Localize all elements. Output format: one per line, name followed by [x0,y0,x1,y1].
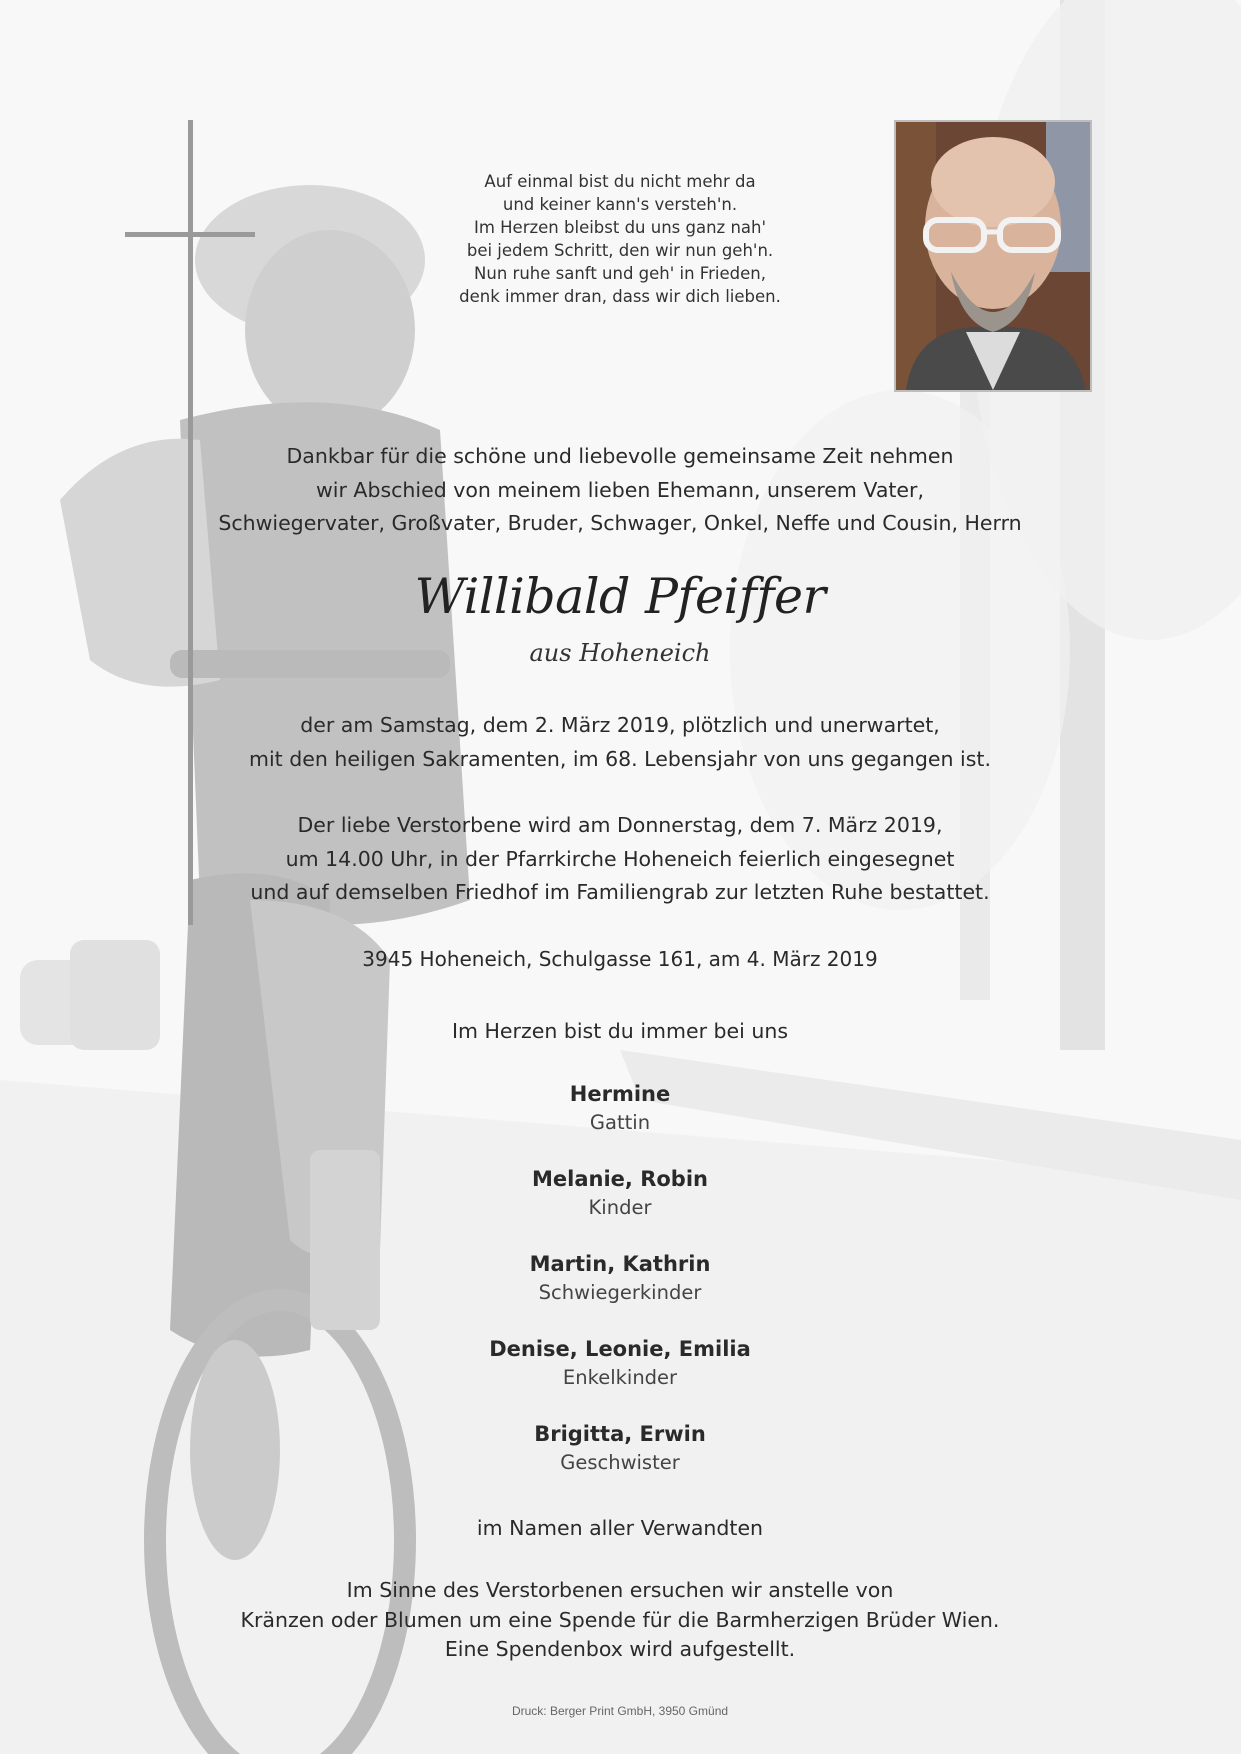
family-member [160,1080,1080,1165]
family-member [160,1420,1080,1505]
funeral-line: um 14.00 Uhr, in der Pfarrkirche Hoheneich feierlich eingesegnet [285,846,955,871]
address-date: 3945 Hoheneich, Schulgasse 161, am 4. März 2019 [362,947,878,971]
donation-request [160,1576,1080,1665]
deceased-name: Willibald Pfeiffer [414,568,826,625]
deceased-origin: aus Hoheneich [529,639,711,667]
family-member-role: Gattin [589,1111,651,1134]
poem-line: bei jedem Schritt, den wir nun geh'n. [466,241,774,260]
family-member-names: Melanie, Robin [532,1167,708,1191]
family-member-role: Kinder [588,1196,652,1219]
funeral-line: Der liebe Verstorbene wird am Donnerstag, dem 7. März 2019, [297,813,943,837]
poem-line: Auf einmal bist du nicht mehr da [484,172,756,191]
closing-line: im Namen aller Verwandten [476,1516,764,1540]
poem-line: und keiner kann's versteh'n. [502,195,738,214]
family-member-role: Schwiegerkinder [538,1281,702,1304]
intro-line: Dankbar für die schöne und liebevolle gemeinsame Zeit nehmen [286,444,954,468]
family-member [160,1165,1080,1250]
poem-line: Nun ruhe sanft und geh' in Frieden, [474,264,766,283]
family-member [160,1335,1080,1420]
printer-credit: Druck: Berger Print GmbH, 3950 Gmünd [511,1704,729,1718]
heart-line: Im Herzen bist du immer bei uns [451,1019,789,1043]
family-member-names: Denise, Leonie, Emilia [489,1337,751,1361]
family-member-names: Martin, Kathrin [529,1252,711,1276]
funeral-line: und auf demselben Friedhof im Familiengrab zur letzten Ruhe bestattet. [250,880,990,904]
family-member [160,1250,1080,1335]
poem-line: Im Herzen bleibst du uns ganz nah' [473,218,767,237]
donation-line: Kränzen oder Blumen um eine Spende für die Barmherzigen Brüder Wien. [240,1607,1000,1632]
death-notice-line: der am Samstag, dem 2. März 2019, plötzlich und unerwartet, [300,713,940,737]
donation-line: Im Sinne des Verstorbenen ersuchen wir anstelle von [346,1578,894,1602]
death-notice [160,709,1080,776]
intro-text [160,440,1080,541]
poem [160,170,1080,308]
family-member-names: Hermine [569,1082,671,1106]
poem-line: denk immer dran, dass wir dich lieben. [459,287,781,306]
intro-line: Schwiegervater, Großvater, Bruder, Schwager, Onkel, Neffe und Cousin, Herrn [218,511,1022,535]
funeral-details [160,809,1080,910]
family-member-names: Brigitta, Erwin [534,1422,706,1446]
family-list [160,1080,1080,1505]
intro-line: wir Abschied von meinem lieben Ehemann, unserem Vater, [316,477,924,502]
family-member-role: Geschwister [560,1451,680,1474]
family-member-role: Enkelkinder [562,1366,678,1389]
death-notice-line: mit den heiligen Sakramenten, im 68. Lebensjahr von uns gegangen ist. [249,746,991,771]
donation-line: Eine Spendenbox wird aufgestellt. [444,1637,796,1661]
